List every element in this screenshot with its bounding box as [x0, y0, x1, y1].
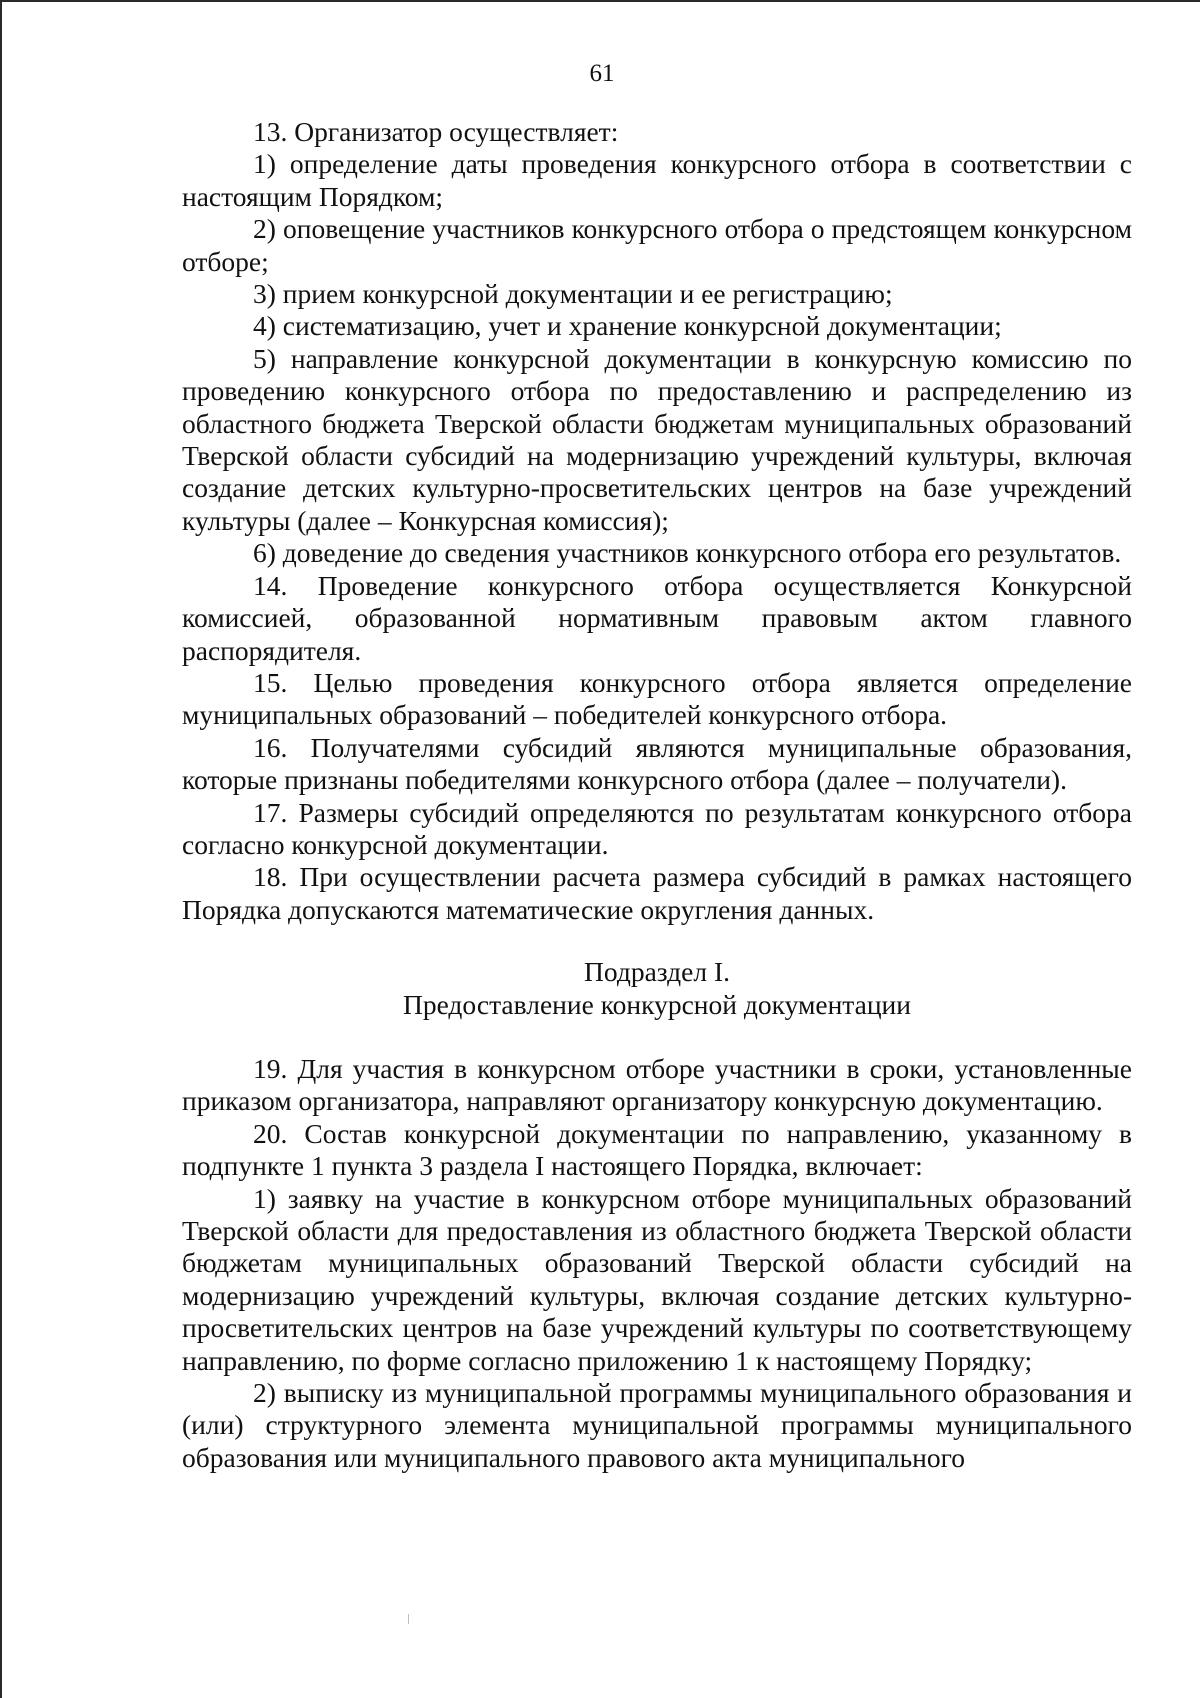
paragraph-18: 18. При осуществлении расчета размера субсидий в рамках настоящего Порядка допускаются математические округления данных.	[182, 861, 1132, 925]
paragraph-20-item-2: 2) выписку из муниципальной программы муниципального образования и (или) структурного элемента муниципальной программы муниципального образования или муниципального правового акта муниципального	[182, 1377, 1132, 1473]
paragraph-13: 13. Организатор осуществляет:	[253, 116, 619, 147]
paragraph-19: 19. Для участия в конкурсном отборе участники в сроки, установленные приказом организатора, направляют организатору конкурсную документацию.	[182, 1052, 1132, 1117]
paragraph-17: 17. Размеры субсидий определяются по результатам конкурсного отбора согласно конкурсной документации.	[182, 796, 1132, 860]
paragraph-20: 20. Состав конкурсной документации по направлению, указанному в подпункте 1 пункта 3 раздела I настоящего Порядка, включает:	[182, 1117, 1132, 1182]
page-number: 61	[589, 60, 615, 87]
paragraph-13-item-6: 6) доведение до сведения участников конкурсного отбора его результатов.	[253, 537, 1122, 569]
paragraph-13-item-2: 2) оповещение участников конкурсного отбора о предстоящем конкурсном отборе;	[182, 213, 1132, 277]
subsection-title: Подраздел I.	[584, 956, 730, 988]
paragraph-13-item-3: 3) прием конкурсной документации и ее регистрацию;	[253, 278, 893, 310]
paragraph-13-item-5: 5) направление конкурсной документации в конкурсную комиссию по проведению конкурсного отбора по предоставлению и распределению из областного бюджета Тверской области бюджетам муниципальных образований Тверской области субсидий на модернизацию учреждений культуры, включая создание детских культурно-просветительских центров на базе учреждений культуры (далее – Конкурсная комиссия);	[182, 342, 1132, 536]
paragraph-14: 14. Проведение конкурсного отбора осуществляется Конкурсной комиссией, образованной нормативным правовым актом главного распорядителя.	[182, 569, 1132, 666]
paragraph-20-item-1: 1) заявку на участие в конкурсном отборе муниципальных образований Тверской области для предоставления из областного бюджета Тверской области бюджетам муниципальных образований Тверской области субсидий на модернизацию учреждений культуры, включая создание детских культурно-просветительских центров на базе учреждений культуры по соответствующему направлению, по форме согласно приложению 1 к настоящему Порядку;	[182, 1182, 1132, 1376]
document-body	[182, 116, 1132, 1474]
scan-artifact	[408, 1614, 409, 1624]
paragraph-13-item-1: 1) определение даты проведения конкурсного отбора в соответствии с настоящим Порядком;	[182, 148, 1132, 212]
paragraph-15: 15. Целью проведения конкурсного отбора является определение муниципальных образований – победителей конкурсного отбора.	[182, 666, 1132, 731]
paragraph-13-item-4: 4) систематизацию, учет и хранение конкурсной документации;	[253, 310, 1002, 342]
subsection-subtitle: Предоставление конкурсной документации	[402, 988, 911, 1020]
paragraph-16: 16. Получателями субсидий являются муниципальные образования, которые признаны победителями конкурсного отбора (далее – получатели).	[182, 731, 1132, 796]
